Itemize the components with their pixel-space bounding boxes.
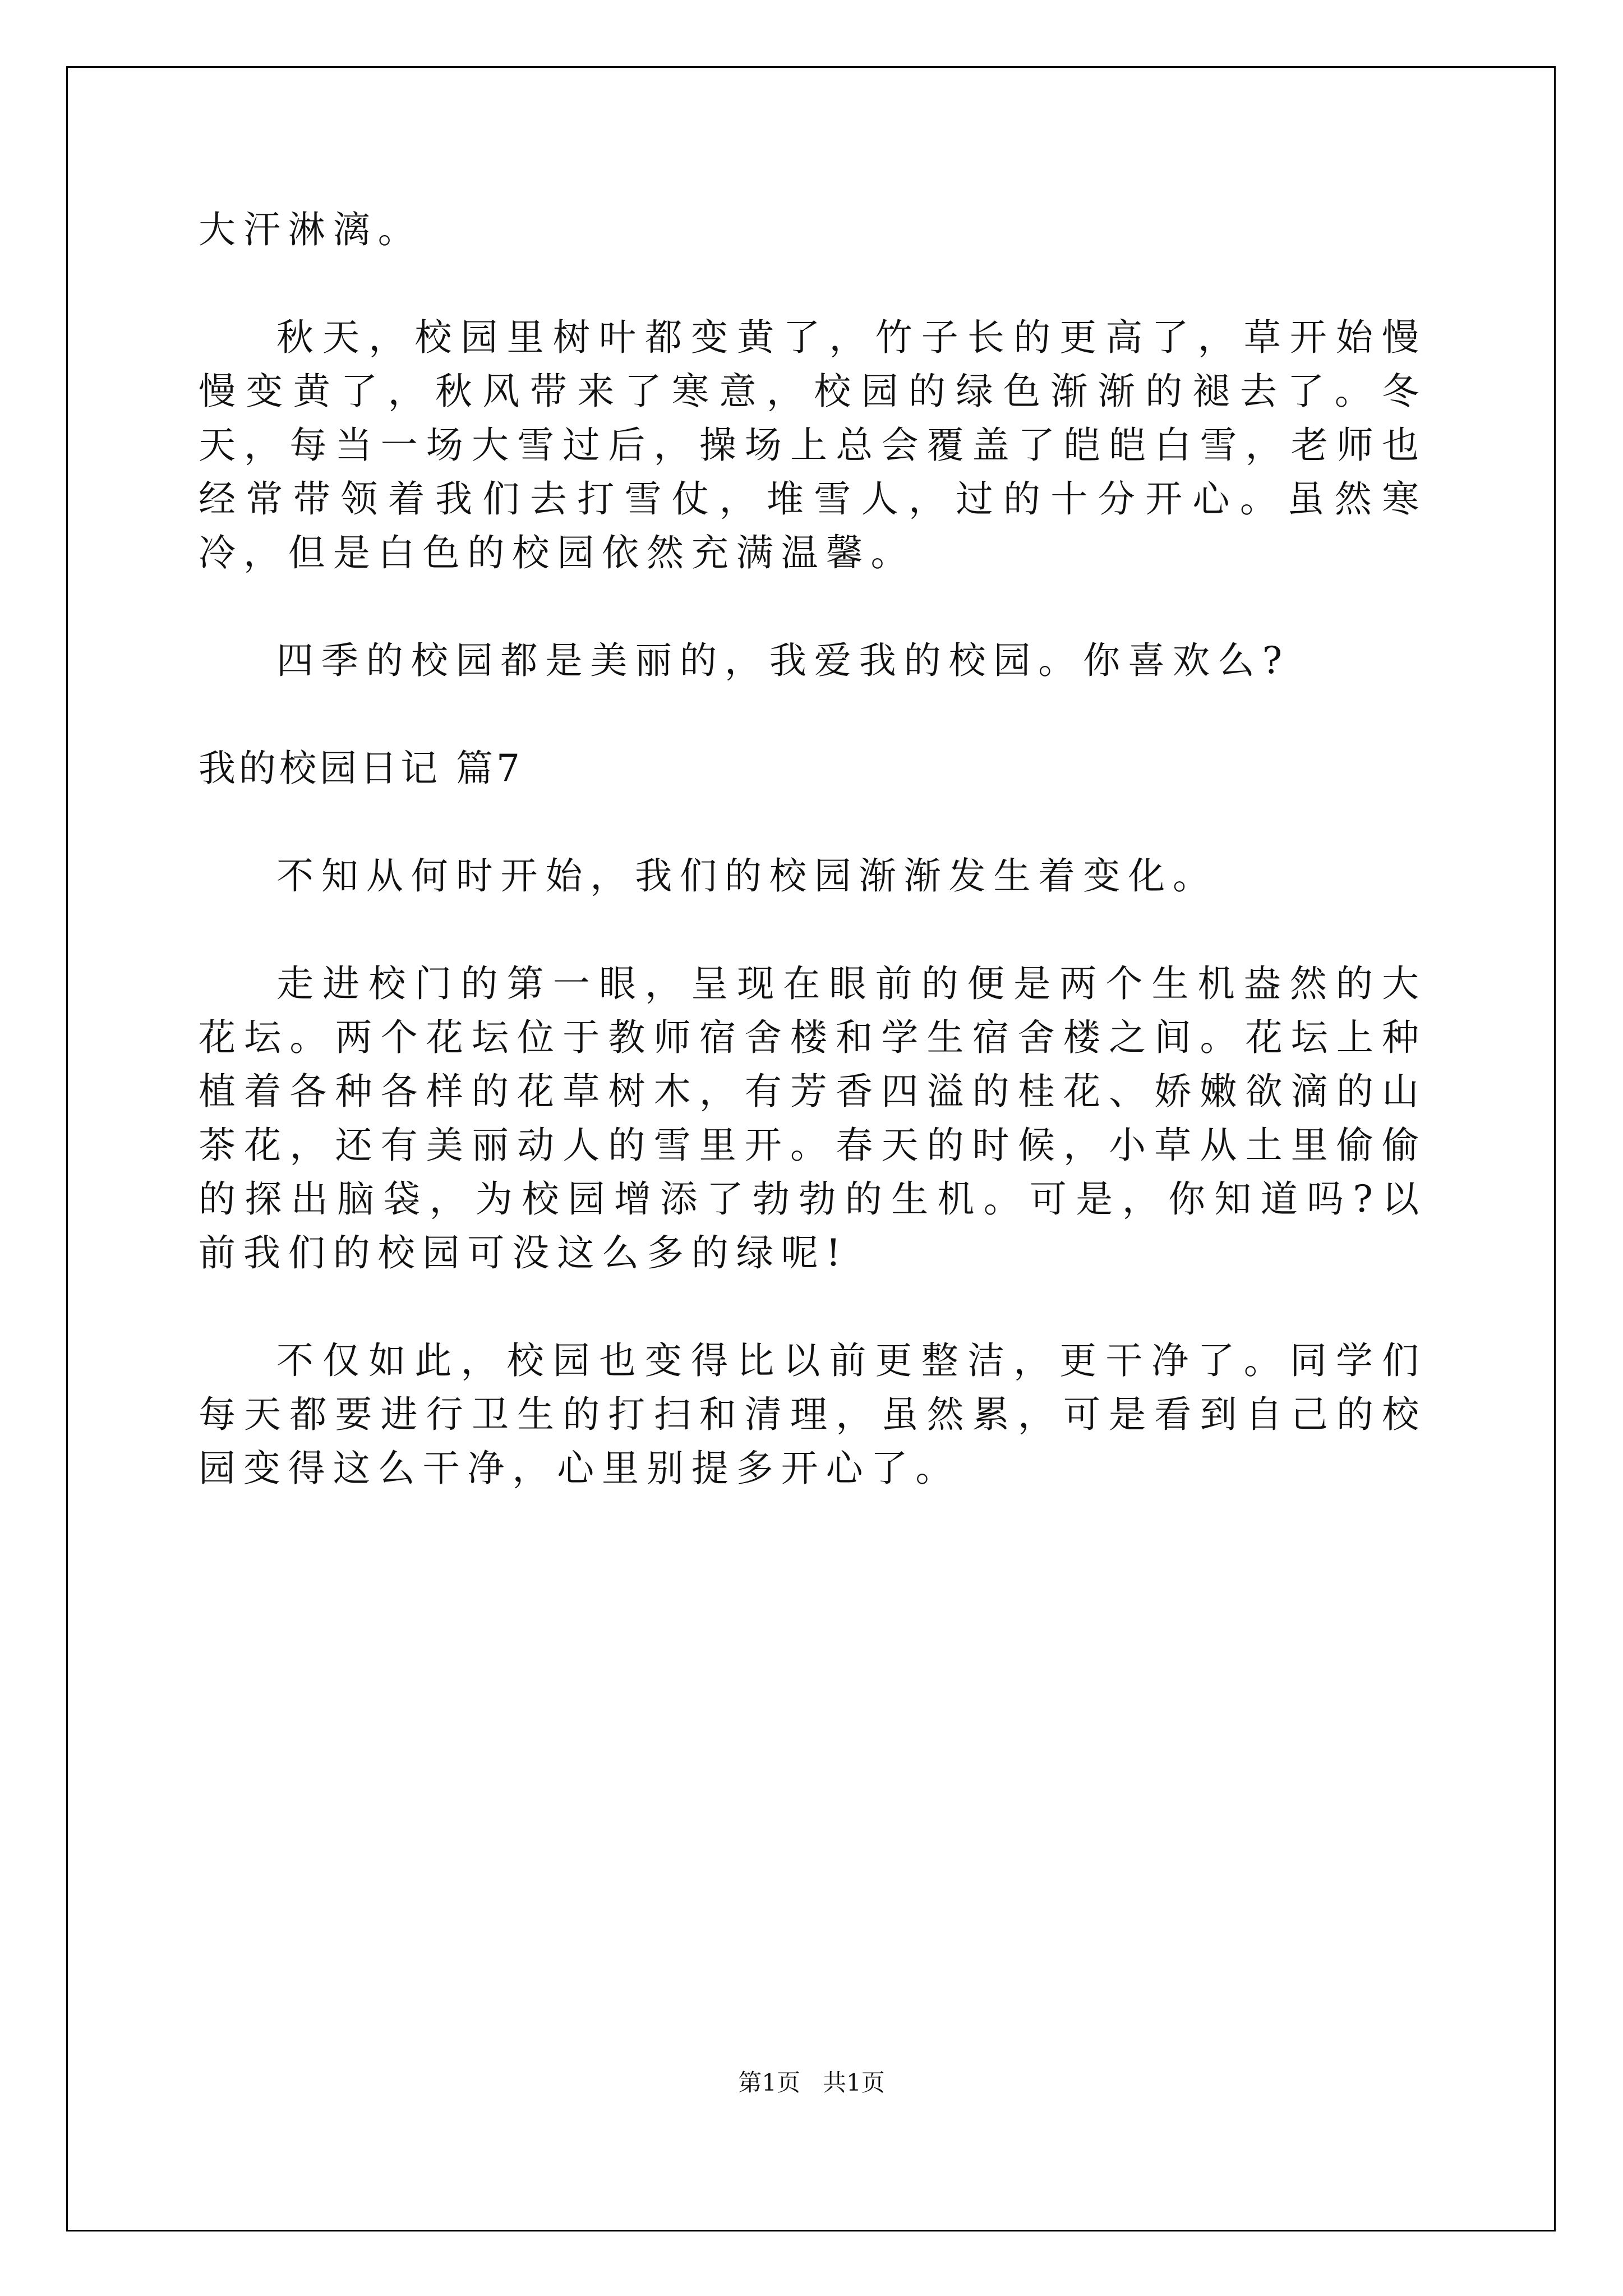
section-heading: 我的校园日记 篇7 — [199, 747, 523, 790]
document-body — [199, 203, 1427, 1549]
paragraph-3: 四季的校园都是美丽的，我爱我的校园。你喜欢么? — [276, 639, 1290, 682]
page-number-current: 第1页 — [738, 2069, 800, 2096]
paragraph-1: 大汗淋漓。 — [199, 208, 423, 251]
paragraph-5: 走进校门的第一眼，呈现在眼前的便是两个生机盎然的大花坛。两个花坛位于教师宿舍楼和学生宿舍楼之间。花坛上种植着各种各样的花草树木，有芳香四溢的桂花、娇嫩欲滴的山茶花，还有美丽动人的雪里开。春天的时候，小草从土里偷偷的探出脑袋，为校园增添了勃勃的生机。可是，你知道吗?以前我们的校园可没这么多的绿呢! — [199, 962, 1427, 1274]
page-footer — [0, 2064, 1623, 2098]
page-number-total: 共1页 — [823, 2069, 885, 2096]
paragraph-2: 秋天，校园里树叶都变黄了，竹子长的更高了，草开始慢慢变黄了，秋风带来了寒意，校园的绿色渐渐的褪去了。冬天，每当一场大雪过后，操场上总会覆盖了皑皑白雪，老师也经常带领着我们去打雪仗，堆雪人，过的十分开心。虽然寒冷，但是白色的校园依然充满温馨。 — [199, 316, 1427, 574]
paragraph-4: 不知从何时开始，我们的校园渐渐发生着变化。 — [276, 854, 1218, 898]
paragraph-6: 不仅如此，校园也变得比以前更整洁，更干净了。同学们每天都要进行卫生的打扫和清理，虽然累，可是看到自己的校园变得这么干净，心里别提多开心了。 — [199, 1339, 1427, 1490]
